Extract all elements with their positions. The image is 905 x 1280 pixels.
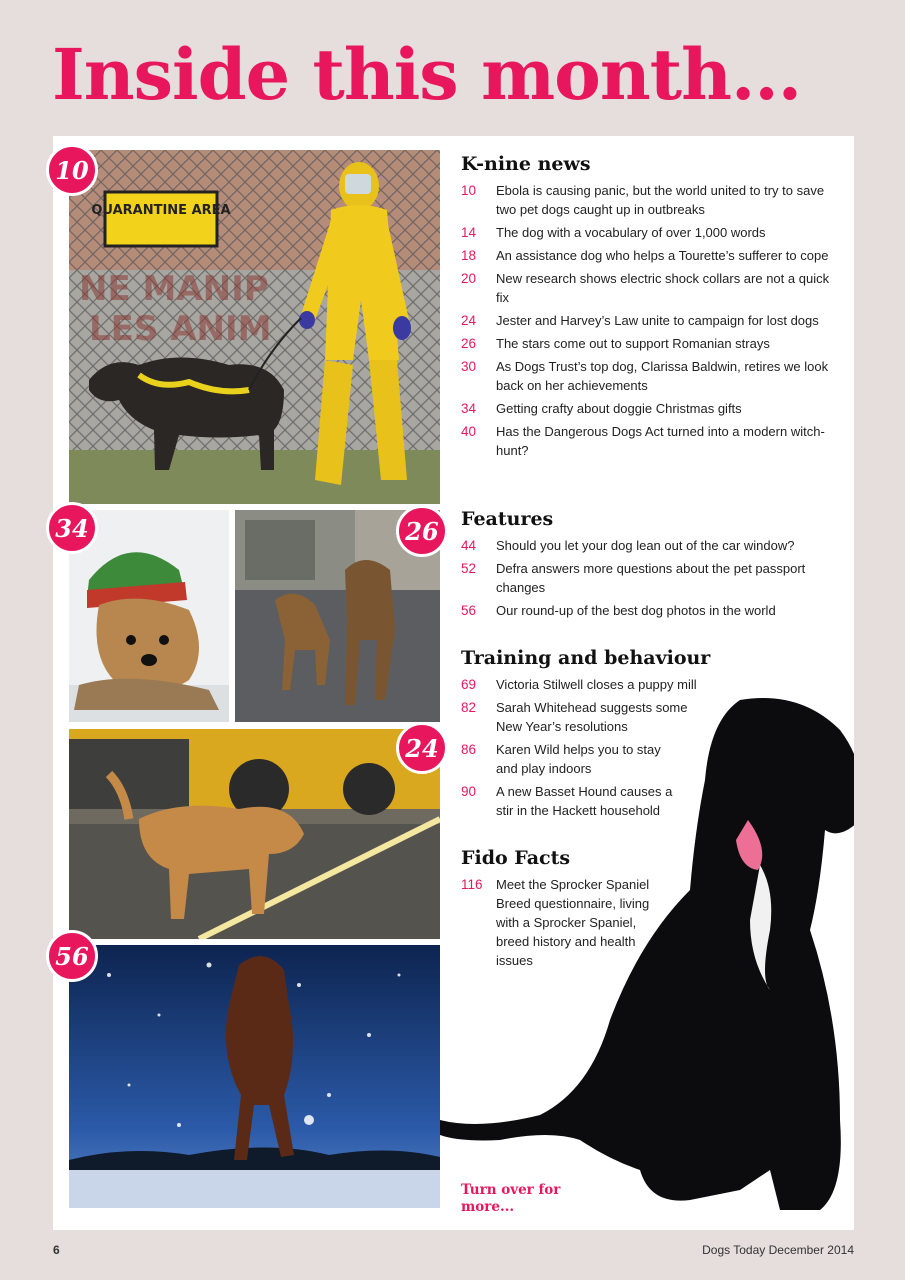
list-item[interactable]	[461, 311, 833, 330]
photo-dog-by-truck	[69, 729, 440, 939]
page-number: 52	[461, 560, 477, 576]
page-badge-34[interactable]: 34	[46, 502, 98, 554]
item-text: Defra answers more questions about the pet passport changes	[496, 560, 806, 595]
list-item[interactable]	[461, 875, 661, 970]
page-number: 30	[461, 358, 477, 374]
list-item[interactable]	[461, 601, 833, 620]
page-title: Inside this month...	[52, 33, 802, 116]
page-number: 86	[461, 741, 477, 757]
list-item[interactable]	[461, 698, 701, 736]
page-badge-26[interactable]: 26	[396, 505, 448, 557]
svg-text:LES ANIM: LES ANIM	[89, 309, 272, 349]
page-number: 10	[461, 182, 477, 198]
item-text: Should you let your dog lean out of the car window?	[496, 537, 795, 553]
page-number: 82	[461, 699, 477, 715]
page-number: 20	[461, 270, 477, 286]
page-number: 18	[461, 247, 477, 263]
list-item[interactable]	[461, 782, 701, 820]
page-number: 26	[461, 335, 477, 351]
footer-publication: Dogs Today December 2014	[702, 1243, 854, 1257]
item-text: Meet the Sprocker Spaniel Breed questionnaire, living with a Sprocker Spaniel, breed history and health issues	[496, 876, 650, 968]
section-training-behaviour	[461, 647, 711, 824]
turn-over-note[interactable]: Turn over for more...	[461, 1182, 561, 1215]
page-number: 90	[461, 783, 477, 799]
item-text: The stars come out to support Romanian strays	[496, 335, 770, 351]
list-item[interactable]	[461, 357, 833, 395]
section-heading: Training and behaviour	[461, 647, 711, 669]
item-text: Jester and Harvey’s Law unite to campaign for lost dogs	[496, 312, 819, 328]
item-text: As Dogs Trust’s top dog, Clarissa Baldwin, retires we look back on her achievements	[496, 358, 829, 393]
page-badge-56[interactable]: 56	[46, 930, 98, 982]
item-text: Karen Wild helps you to stay and play indoors	[496, 741, 661, 776]
list-item[interactable]	[461, 675, 701, 694]
list-item[interactable]	[461, 269, 833, 307]
list-item[interactable]	[461, 181, 833, 219]
page-number: 69	[461, 676, 477, 692]
page-number: 24	[461, 312, 477, 328]
page-number: 56	[461, 602, 477, 618]
page-badge-10[interactable]: 10	[46, 144, 98, 196]
list-item[interactable]	[461, 399, 833, 418]
photo-quarantine-dog	[69, 150, 440, 504]
section-fido-facts	[461, 848, 661, 974]
section-features	[461, 509, 833, 624]
list-item[interactable]	[461, 223, 833, 242]
page-badge-24[interactable]: 24	[396, 722, 448, 774]
footer-page-number: 6	[53, 1243, 60, 1257]
page-number: 14	[461, 224, 477, 240]
section-k-nine-news	[461, 154, 833, 464]
section-heading: K-nine news	[461, 153, 591, 175]
svg-text:NE MANIP: NE MANIP	[79, 269, 269, 309]
item-text: Ebola is causing panic, but the world united to try to save two pet dogs caught up in outbreaks	[496, 182, 825, 217]
item-text: New research shows electric shock collars are not a quick fix	[496, 270, 830, 305]
quarantine-illustration	[69, 150, 440, 504]
item-text: Sarah Whitehead suggests some New Year’s resolutions	[496, 699, 688, 734]
item-text: Victoria Stilwell closes a puppy mill	[496, 676, 697, 692]
list-item[interactable]	[461, 536, 833, 555]
item-text: Has the Dangerous Dogs Act turned into a modern witch-hunt?	[496, 423, 825, 458]
page-number: 34	[461, 400, 477, 416]
page-number: 44	[461, 537, 477, 553]
item-text: A new Basset Hound causes a stir in the Hackett household	[496, 783, 673, 818]
item-text: Our round-up of the best dog photos in the world	[496, 602, 776, 618]
item-text: An assistance dog who helps a Tourette’s sufferer to cope	[496, 247, 829, 263]
truck-dog-illustration	[69, 729, 440, 939]
list-item[interactable]	[461, 246, 833, 265]
list-item[interactable]	[461, 334, 833, 353]
section-heading: Features	[461, 508, 554, 530]
item-text: Getting crafty about doggie Christmas gifts	[496, 400, 742, 416]
page-number: 116	[461, 876, 483, 892]
quarantine-sign-text: QUARANTINE AREA	[91, 203, 231, 218]
item-text: The dog with a vocabulary of over 1,000 words	[496, 224, 766, 240]
section-heading: Fido Facts	[461, 847, 571, 869]
photo-snow-jumping-dog	[69, 945, 440, 1208]
snow-dog-illustration	[69, 945, 440, 1208]
list-item[interactable]	[461, 559, 833, 597]
page-number: 40	[461, 423, 477, 439]
list-item[interactable]	[461, 422, 833, 460]
list-item[interactable]	[461, 740, 701, 778]
